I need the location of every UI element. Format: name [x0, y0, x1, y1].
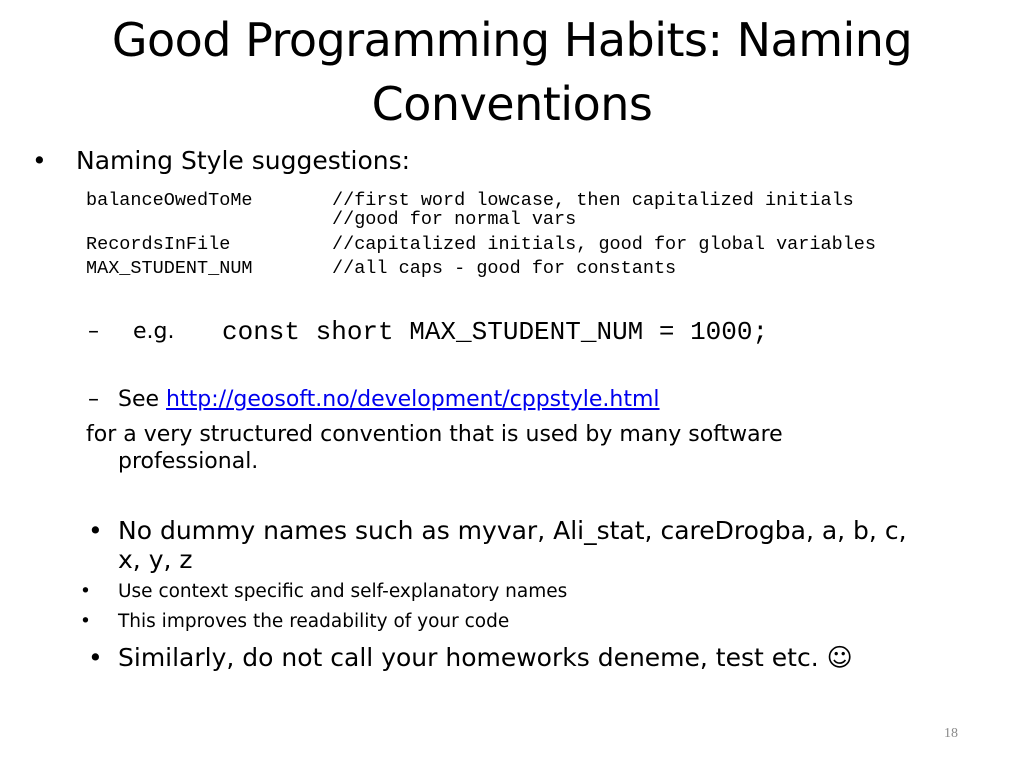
bullet-icon: • [80, 611, 91, 632]
example-label: e.g. [133, 319, 175, 344]
code-comment-3: //capitalized initials, good for global variables [332, 234, 876, 255]
similarly-text: Similarly, do not call your homeworks deneme, test etc. [118, 643, 827, 672]
see-label: See [118, 387, 167, 412]
bullet-icon: • [32, 146, 47, 175]
similarly-text-row [118, 643, 853, 673]
code-comment-1: //first word lowcase, then capitalized initials [332, 190, 854, 211]
main-bullet-text: Naming Style suggestions: [76, 146, 411, 175]
title-line-1: Good Programming Habits: Naming [111, 13, 913, 67]
bullet-icon: • [88, 516, 103, 545]
code-comment-4: //all caps - good for constants [332, 258, 677, 279]
example-code: const short MAX_STUDENT_NUM = 1000; [222, 317, 769, 347]
example-dash: – [88, 319, 99, 344]
code-comment-2: //good for normal vars [332, 209, 577, 230]
see-description-2: professional. [118, 449, 259, 474]
title-line-2: Conventions [371, 77, 653, 131]
sub-bullet-1: Use context specific and self-explanatory names [118, 581, 568, 602]
code-name-1: balanceOwedToMe [86, 190, 253, 211]
see-description-1: for a very structured convention that is used by many software [86, 422, 783, 447]
dummy-names-line-2: x, y, z [118, 545, 193, 574]
slide-title [40, 8, 984, 136]
code-name-4: MAX_STUDENT_NUM [86, 258, 253, 279]
dummy-names-line-1: No dummy names such as myvar, Ali_stat, careDrogba, a, b, c, [118, 516, 907, 545]
bullet-icon: • [80, 581, 91, 602]
cppstyle-link[interactable]: http://geosoft.no/development/cppstyle.html [166, 387, 660, 412]
smiley-icon: ☺ [826, 643, 853, 672]
see-dash: – [88, 387, 99, 412]
sub-bullet-2: This improves the readability of your code [118, 611, 510, 632]
see-row [118, 386, 660, 414]
code-name-3: RecordsInFile [86, 234, 231, 255]
page-number: 18 [944, 726, 958, 741]
bullet-icon: • [88, 643, 103, 672]
